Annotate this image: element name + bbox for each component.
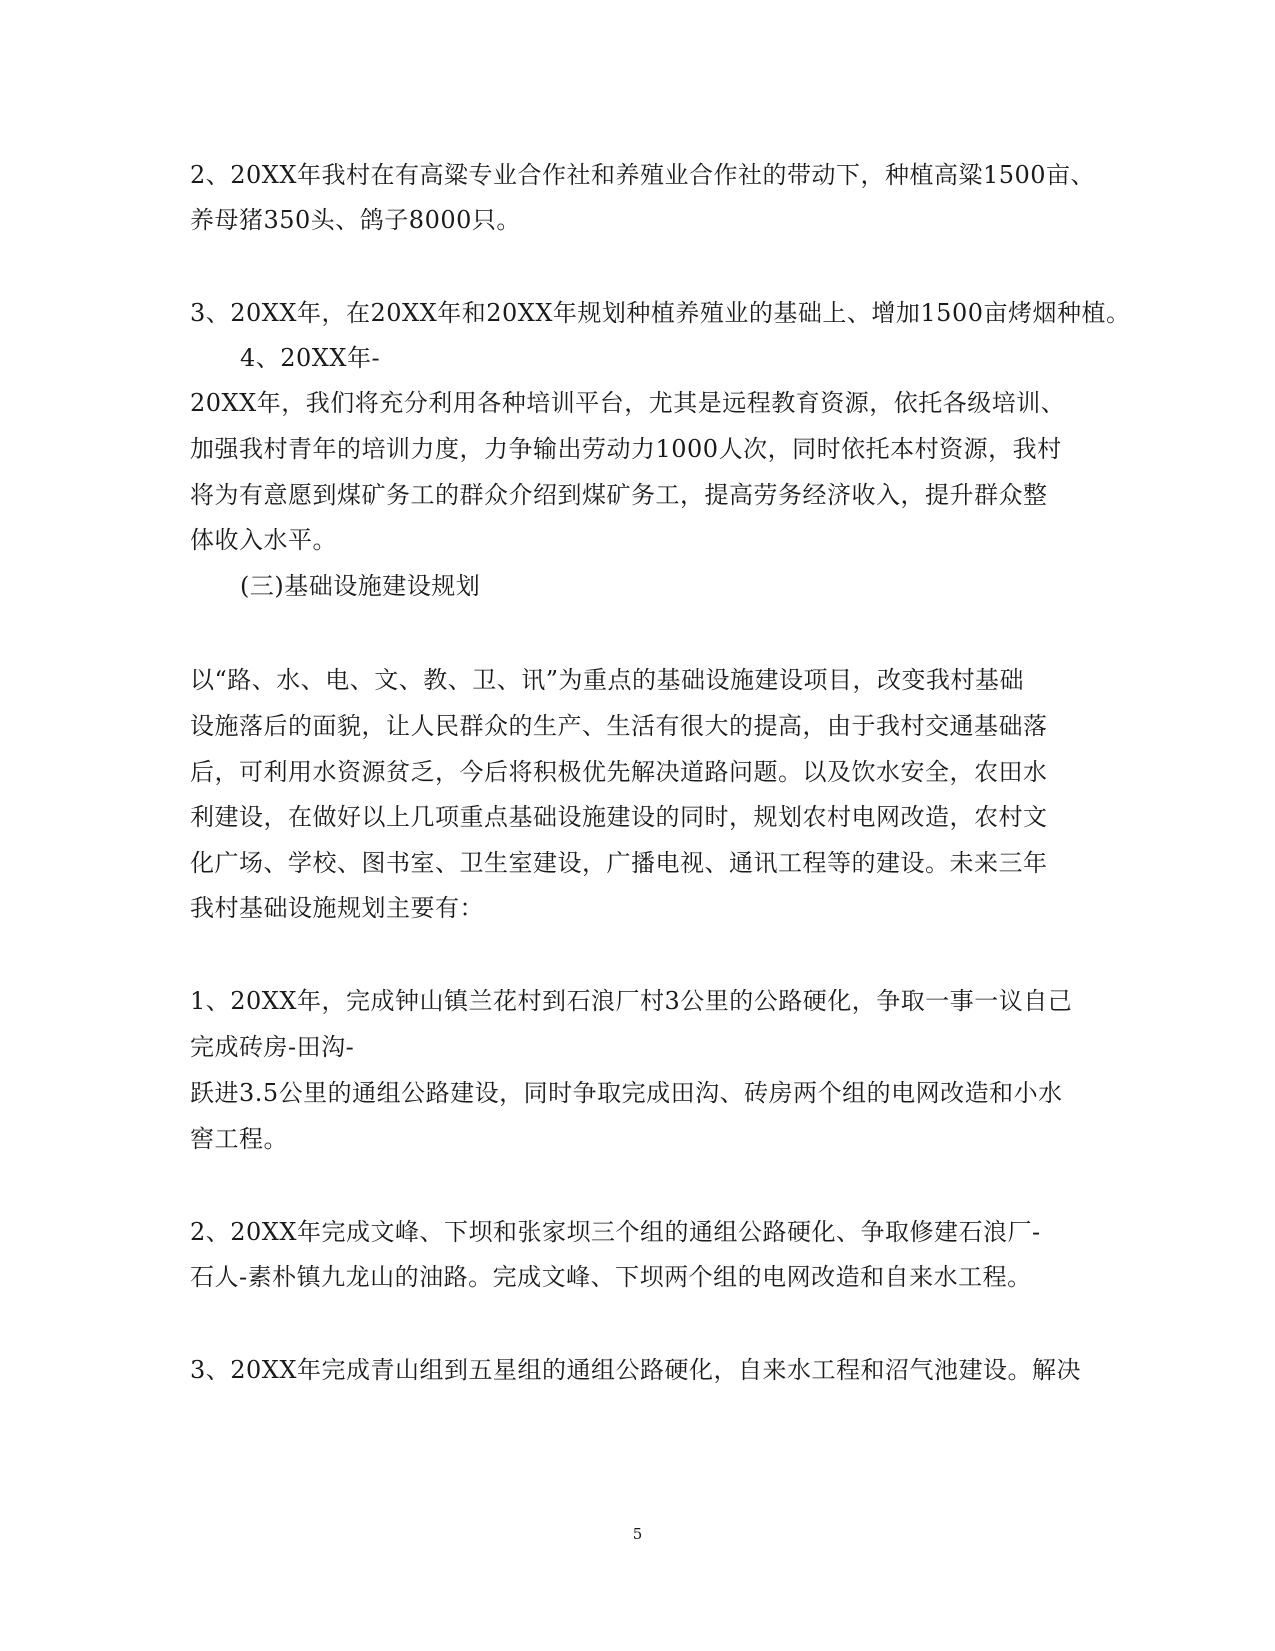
text-line: 跃进3.5公里的通组公路建设，同时争取完成田沟、砖房两个组的电网改造和小水 <box>190 1079 1063 1107</box>
text-line: 20XX年，我们将充分利用各种培训平台，尤其是远程教育资源，依托各级培训、 <box>190 389 1066 417</box>
text-line: 我村基础设施规划主要有： <box>190 894 484 922</box>
text-line: 3、20XX年，在20XX年和20XX年规划种植养殖业的基础上、增加1500亩烤烟种植。 <box>190 299 1131 327</box>
text-line: 2、20XX年我村在有高粱专业合作社和养殖业合作社的带动下，种植高粱1500亩、 <box>190 161 1096 189</box>
text-line: 2、20XX年完成文峰、下坝和张家坝三个组的通组公路硬化、争取修建石浪厂- <box>190 1218 1041 1246</box>
text-line: 将为有意愿到煤矿务工的群众介绍到煤矿务工，提高劳务经济收入，提升群众整 <box>190 481 1048 509</box>
text-line: 1、20XX年，完成钟山镇兰花村到石浪厂村3公里的公路硬化，争取一事一议自己 <box>190 987 1073 1015</box>
text-line: 加强我村青年的培训力度，力争输出劳动力1000人次，同时依托本村资源，我村 <box>190 435 1062 463</box>
text-line: 化广场、学校、图书室、卫生室建设，广播电视、通讯工程等的建设。未来三年 <box>190 849 1048 877</box>
text-line: 石人-素朴镇九龙山的油路。完成文峰、下坝两个组的电网改造和自来水工程。 <box>190 1263 1032 1291</box>
text-line: 体收入水平。 <box>190 526 337 554</box>
section-heading: (三)基础设施建设规划 <box>240 572 481 600</box>
text-line: 养母猪350头、鸽子8000只。 <box>190 206 521 234</box>
text-line: 完成砖房-田沟- <box>190 1033 355 1061</box>
text-line: 以“路、水、电、文、教、卫、讯”为重点的基础设施建设项目，改变我村基础 <box>190 666 1025 694</box>
text-line: 窖工程。 <box>190 1125 288 1153</box>
text-line: 利建设，在做好以上几项重点基础设施建设的同时，规划农村电网改造，农村文 <box>190 803 1048 831</box>
text-line: 后，可利用水资源贫乏，今后将积极优先解决道路问题。以及饮水安全，农田水 <box>190 758 1048 786</box>
text-line: 4、20XX年- <box>240 344 381 372</box>
text-line: 3、20XX年完成青山组到五星组的通组公路硬化，自来水工程和沼气池建设。解决 <box>190 1356 1081 1384</box>
page-number: 5 <box>632 1525 643 1543</box>
text-line: 设施落后的面貌，让人民群众的生产、生活有很大的提高，由于我村交通基础落 <box>190 712 1048 740</box>
